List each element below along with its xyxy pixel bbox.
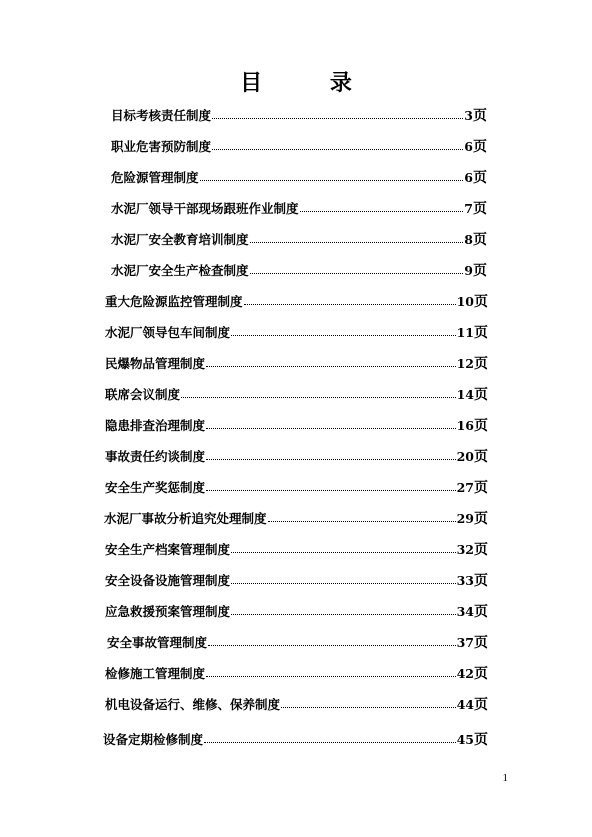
toc-entry-page-unit: 页 xyxy=(474,542,488,558)
toc-entry-page-unit: 页 xyxy=(474,356,488,372)
toc-dot-leader xyxy=(231,552,456,553)
toc-entry-page-unit: 页 xyxy=(474,697,488,713)
toc-entry[interactable] xyxy=(103,729,488,749)
toc-entry[interactable] xyxy=(104,508,488,528)
toc-entry-page: 29 xyxy=(456,510,474,526)
toc-dot-leader xyxy=(268,521,456,522)
toc-dot-leader xyxy=(244,304,456,305)
toc-entry[interactable] xyxy=(105,663,488,683)
toc-entry[interactable] xyxy=(105,570,488,590)
toc-entry-label: 联席会议制度 xyxy=(105,387,181,402)
toc-entry-page: 10 xyxy=(456,293,474,309)
toc-entry-page: 6 xyxy=(464,138,473,154)
toc-entry-page: 8 xyxy=(464,231,473,247)
toc-entry[interactable] xyxy=(105,601,488,621)
toc-entry-label: 目标考核责任制度 xyxy=(111,108,212,123)
toc-entry[interactable] xyxy=(111,167,487,187)
toc-entry[interactable] xyxy=(111,105,487,125)
toc-entry-page: 3 xyxy=(464,107,473,123)
toc-entry[interactable] xyxy=(105,384,488,404)
toc-entry-label: 安全生产奖惩制度 xyxy=(105,480,206,495)
toc-entry-label: 重大危险源监控管理制度 xyxy=(105,294,243,309)
toc-entry-page: 16 xyxy=(456,417,474,433)
toc-entry[interactable] xyxy=(107,632,488,652)
toc-entry[interactable] xyxy=(105,291,488,311)
toc-entry-label: 危险源管理制度 xyxy=(111,170,199,185)
toc-entry-page: 44 xyxy=(456,696,474,712)
toc-dot-leader xyxy=(231,335,456,336)
toc-entry-label: 检修施工管理制度 xyxy=(105,666,206,681)
toc-entry-label: 民爆物品管理制度 xyxy=(105,356,206,371)
toc-entry-label: 安全设备设施管理制度 xyxy=(105,573,231,588)
toc-entry-label: 事故责任约谈制度 xyxy=(105,449,206,464)
toc-entry-page-unit: 页 xyxy=(474,325,488,341)
toc-entry-page: 9 xyxy=(464,262,473,278)
toc-entry-label: 安全生产档案管理制度 xyxy=(105,542,231,557)
toc-entry-label: 职业危害预防制度 xyxy=(111,139,212,154)
toc-entry-page-unit: 页 xyxy=(474,635,488,651)
toc-entry-label: 应急救援预案管理制度 xyxy=(105,604,231,619)
toc-entry-page: 6 xyxy=(464,169,473,185)
toc-entry-label: 水泥厂领导干部现场跟班作业制度 xyxy=(111,201,299,216)
toc-entry[interactable] xyxy=(105,694,488,714)
toc-entry-page: 14 xyxy=(456,386,474,402)
table-of-contents xyxy=(0,105,592,755)
toc-entry-page-unit: 页 xyxy=(474,604,488,620)
toc-dot-leader xyxy=(206,459,456,460)
toc-entry-page-unit: 页 xyxy=(474,732,488,748)
toc-dot-leader xyxy=(200,180,464,181)
toc-entry-page-unit: 页 xyxy=(474,387,488,403)
toc-dot-leader xyxy=(231,614,456,615)
toc-entry-page-unit: 页 xyxy=(474,573,488,589)
toc-entry[interactable] xyxy=(111,198,487,218)
toc-dot-leader xyxy=(231,583,456,584)
toc-entry-label: 设备定期检修制度 xyxy=(103,732,204,747)
toc-entry-page: 37 xyxy=(456,634,474,650)
toc-entry-label: 水泥厂事故分析追究处理制度 xyxy=(104,511,267,526)
toc-dot-leader xyxy=(281,707,456,708)
toc-entry-page-unit: 页 xyxy=(473,108,487,124)
toc-entry[interactable] xyxy=(105,353,488,373)
toc-dot-leader xyxy=(300,211,464,212)
toc-entry[interactable] xyxy=(111,260,487,280)
toc-entry-page: 33 xyxy=(456,572,474,588)
toc-dot-leader xyxy=(206,490,456,491)
toc-entry[interactable] xyxy=(105,477,488,497)
page-number: 1 xyxy=(502,772,508,784)
toc-entry-page-unit: 页 xyxy=(473,263,487,279)
toc-entry[interactable] xyxy=(105,446,488,466)
toc-entry-page: 20 xyxy=(456,448,474,464)
toc-entry-page-unit: 页 xyxy=(474,418,488,434)
toc-dot-leader xyxy=(212,149,463,150)
toc-entry-label: 水泥厂安全教育培训制度 xyxy=(111,232,249,247)
toc-entry[interactable] xyxy=(105,539,488,559)
toc-entry-label: 隐患排查治理制度 xyxy=(105,418,206,433)
toc-entry[interactable] xyxy=(111,136,487,156)
toc-dot-leader xyxy=(204,742,456,743)
page-title: 目 录 xyxy=(240,70,382,96)
toc-entry-page-unit: 页 xyxy=(474,480,488,496)
toc-entry-page-unit: 页 xyxy=(473,201,487,217)
toc-entry-page-unit: 页 xyxy=(473,232,487,248)
toc-entry-label: 机电设备运行、维修、保养制度 xyxy=(105,697,281,712)
toc-entry-page-unit: 页 xyxy=(474,294,488,310)
toc-entry-page-unit: 页 xyxy=(474,511,488,527)
toc-entry-page: 45 xyxy=(456,731,474,747)
toc-dot-leader xyxy=(250,242,464,243)
toc-entry-page-unit: 页 xyxy=(474,666,488,682)
toc-entry-page: 7 xyxy=(464,200,473,216)
toc-dot-leader xyxy=(206,676,456,677)
toc-entry[interactable] xyxy=(111,229,487,249)
toc-entry-page: 32 xyxy=(456,541,474,557)
toc-entry-page-unit: 页 xyxy=(473,170,487,186)
toc-entry-page: 12 xyxy=(456,355,474,371)
toc-dot-leader xyxy=(250,273,464,274)
toc-entry[interactable] xyxy=(105,322,488,342)
toc-entry-page: 42 xyxy=(456,665,474,681)
toc-entry-label: 安全事故管理制度 xyxy=(107,635,208,650)
toc-dot-leader xyxy=(212,118,463,119)
toc-entry-page-unit: 页 xyxy=(473,139,487,155)
toc-entry-page-unit: 页 xyxy=(474,449,488,465)
toc-entry[interactable] xyxy=(105,415,488,435)
toc-entry-page: 11 xyxy=(456,324,474,340)
toc-dot-leader xyxy=(206,428,456,429)
toc-entry-page: 27 xyxy=(456,479,474,495)
toc-dot-leader xyxy=(208,645,456,646)
toc-entry-label: 水泥厂领导包车间制度 xyxy=(105,325,231,340)
toc-dot-leader xyxy=(206,366,456,367)
toc-dot-leader xyxy=(181,397,456,398)
toc-entry-page: 34 xyxy=(456,603,474,619)
toc-entry-label: 水泥厂安全生产检查制度 xyxy=(111,263,249,278)
